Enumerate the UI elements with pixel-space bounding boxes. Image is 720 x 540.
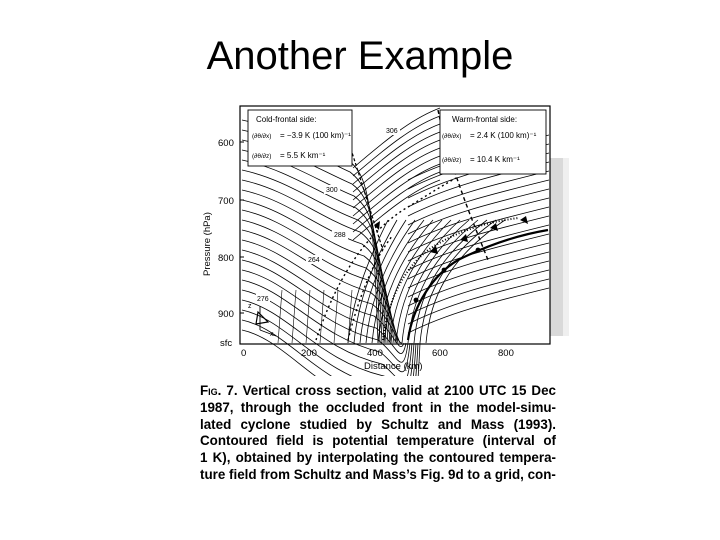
y-tick-600: 600	[218, 138, 234, 149]
x-tick-0: 0	[241, 348, 247, 359]
cold-box-title: Cold-frontal side:	[256, 115, 317, 124]
svg-text:(∂θ/∂z): (∂θ/∂z)	[442, 157, 462, 164]
contour-label-300: 300	[326, 187, 338, 194]
cold-box-line1: = −3.9 K (100 km)⁻¹	[280, 131, 351, 140]
warm-frontal-legend	[440, 110, 546, 174]
x-axis	[241, 348, 514, 372]
y-tick-700: 700	[218, 196, 234, 207]
warm-box-line2: = 10.4 K km⁻¹	[470, 155, 520, 164]
contour-label-264: 264	[308, 257, 320, 264]
cross-section-figure	[198, 100, 570, 376]
compass-z: z	[248, 303, 252, 310]
caption-text-1: Vertical cross section, valid at 2100 UTC 15 Dec	[237, 383, 556, 398]
caption-line-6: ture field from Schultz and Mass’s Fig. 9d to a grid, con-	[200, 466, 556, 482]
warm-box-line1: = 2.4 K (100 km)⁻¹	[470, 131, 537, 140]
caption-line-3: lated cyclone studied by Schultz and Mass (1993).	[200, 416, 556, 432]
slide-title: Another Example	[206, 34, 514, 78]
svg-text:(∂θ/∂x): (∂θ/∂x)	[442, 133, 462, 140]
caption-line-4: Contoured field is potential temperature (interval of	[200, 433, 556, 449]
caption-figure-label: Fig. 7.	[200, 383, 238, 398]
y-axis	[202, 138, 244, 349]
contour-label-276: 276	[257, 296, 269, 303]
figure-caption	[200, 383, 556, 484]
svg-text:(∂θ/∂z): (∂θ/∂z)	[252, 153, 272, 160]
x-tick-800: 800	[498, 348, 514, 359]
caption-line-1	[200, 383, 556, 400]
x-axis-label: Distance (km)	[364, 361, 423, 372]
contour-label-306: 306	[386, 128, 398, 135]
cold-box-line2: = 5.5 K km⁻¹	[280, 151, 326, 160]
cold-frontal-legend	[248, 110, 352, 166]
x-tick-400: 400	[367, 348, 383, 359]
caption-line-5: 1 K), obtained by interpolating the contoured tempera-	[200, 450, 556, 466]
caption-line-2: 1987, through the occluded front in the model-simu-	[200, 399, 556, 415]
y-tick-800: 800	[218, 253, 234, 264]
y-axis-label: Pressure (hPa)	[202, 212, 213, 276]
y-tick-sfc: sfc	[220, 338, 233, 349]
contour-label-288: 288	[334, 232, 346, 239]
y-tick-900: 900	[218, 309, 234, 320]
x-tick-200: 200	[301, 348, 317, 359]
x-tick-600: 600	[432, 348, 448, 359]
warm-box-title: Warm-frontal side:	[452, 115, 518, 124]
compass-x: x	[270, 331, 274, 338]
svg-text:(∂θ/∂x): (∂θ/∂x)	[252, 133, 272, 140]
